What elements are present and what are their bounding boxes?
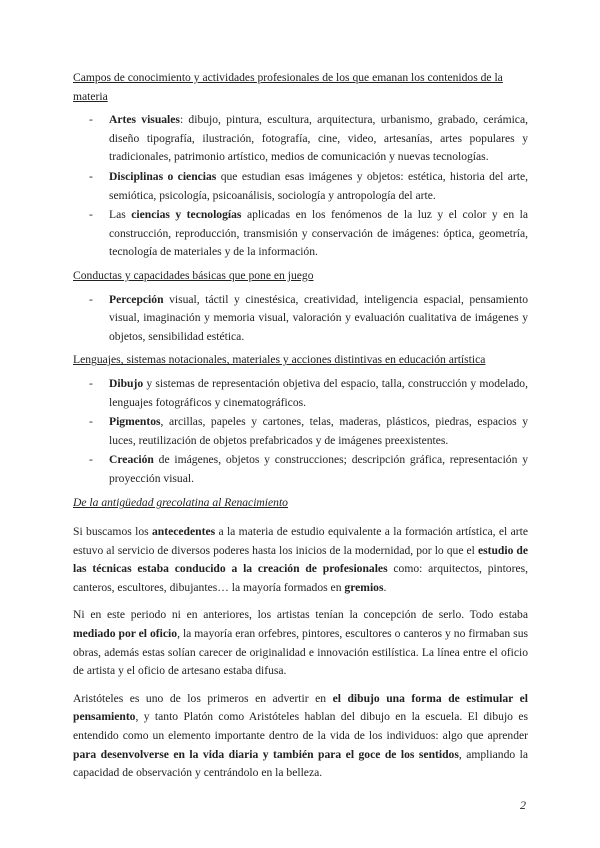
item-bold-term: Dibujo — [109, 376, 144, 390]
para-text: Ni en este periodo ni en anteriores, los artistas tenían la concepción de serlo. Todo estaba — [73, 608, 528, 622]
list-item — [73, 291, 528, 347]
para-bold: para desenvolverse en la vida diaria y también para el goce de los sentidos — [73, 747, 459, 761]
list-item — [73, 413, 528, 450]
para-text: a la materia de estudio equivalente a la formación artística, el arte estuvo al servicio de diversos poderes hasta los inicios de la modernidad, por lo que el — [73, 525, 528, 557]
para-text: , y tanto Platón como Aristóteles hablan del dibujo en la escuela. El dibujo es entendido como un elemento importante dentro de la vida de los individuos: algo que aprender — [73, 710, 528, 742]
section-heading-campos: Campos de conocimiento y actividades profesionales de los que emanan los contenidos de la materia — [73, 71, 503, 103]
item-text: aplicadas en los fenómenos de la luz y el color y en la construcción, reproducción, transmisión y conservación de imágenes: óptica, geometría, tecnología de materiales y de la información. — [109, 208, 528, 259]
item-text: , arcillas, papeles y cartones, telas, maderas, plásticos, piedras, espacios y luces, reutilización de objetos prefabricados y de imágenes preexistentes. — [109, 415, 528, 447]
paragraph-oficio — [73, 606, 528, 680]
item-bold-term: ciencias y tecnologías — [131, 208, 242, 222]
item-bold-term: Artes visuales — [109, 113, 180, 127]
para-bold: el dibujo una forma de estimular el pensamiento — [73, 691, 528, 724]
list-item — [73, 168, 528, 205]
para-text: como: arquitectos, pintores, canteros, escultores, dibujantes… la mayoría formados en — [73, 562, 528, 594]
section-heading-lenguajes: Lenguajes, sistemas notacionales, materiales y acciones distintivas en educación artística — [73, 353, 486, 367]
conductas-list — [73, 291, 528, 347]
lenguajes-list — [73, 375, 528, 489]
item-text: de imágenes, objetos y construcciones; descripción gráfica, representación y proyección visual. — [109, 453, 528, 485]
item-bold-term: Pigmentos — [109, 415, 161, 429]
para-bold: estudio de las técnicas estaba conducido a la creación de profesionales — [73, 543, 528, 576]
list-item — [73, 111, 528, 167]
item-text: visual, táctil y cinestésica, creatividad, inteligencia espacial, pensamiento visual, imaginación y memoria visual, valoración y evaluación cualitativa de imágenes y objetos, sensibilidad estética. — [109, 292, 528, 343]
list-item — [73, 206, 528, 262]
item-text: y sistemas de representación objetiva del espacio, talla, construcción y modelado, lenguajes fotográficos y cinematográficos. — [109, 376, 528, 409]
section-heading-antiguedad: De la antigüedad grecolatina al Renacimiento — [73, 496, 288, 510]
para-text: , ampliando la capacidad de observación y centrándolo en la belleza. — [73, 747, 528, 780]
page-number: 2 — [520, 798, 526, 812]
paragraph-antecedentes — [73, 523, 528, 597]
item-prefix: Las — [109, 208, 132, 222]
item-bold-term: Creación — [109, 453, 154, 467]
item-text: que estudian esas imágenes y objetos: estética, historia del arte, semiótica, psicología, psicoanálisis, sociología y antropología del arte. — [109, 169, 528, 202]
para-text: . — [383, 580, 387, 594]
para-text: Si buscamos los — [73, 525, 152, 539]
para-bold: gremios — [344, 580, 384, 594]
section-heading-conductas: Conductas y capacidades básicas que pone en juego — [73, 268, 314, 282]
list-item — [73, 451, 528, 488]
para-text: , la mayoría eran orfebres, pintores, escultores o canteros y no firmaban sus obras, además estas solían carecer de originalidad e innovación estilística. La línea entre el oficio de artista y el oficio de artesano estaba difusa. — [73, 627, 528, 678]
campos-list — [73, 111, 528, 262]
item-bold-term: Percepción — [109, 292, 164, 306]
item-bold-term: Disciplinas o ciencias — [109, 169, 217, 183]
item-text: : dibujo, pintura, escultura, arquitectura, urbanismo, grabado, cerámica, diseño tipografía, ilustración, fotografía, cine, video, artesanías, artes populares y tradicionales, patrimonio artístico, medios de comunicación y nuevas tecnologías. — [109, 113, 529, 164]
para-text: Aristóteles es uno de los primeros en advertir en — [73, 691, 333, 705]
para-bold: mediado por el oficio — [73, 627, 178, 641]
page-content — [73, 69, 528, 792]
list-item — [73, 375, 528, 412]
para-bold: antecedentes — [152, 525, 216, 539]
paragraph-aristoteles — [73, 690, 528, 783]
